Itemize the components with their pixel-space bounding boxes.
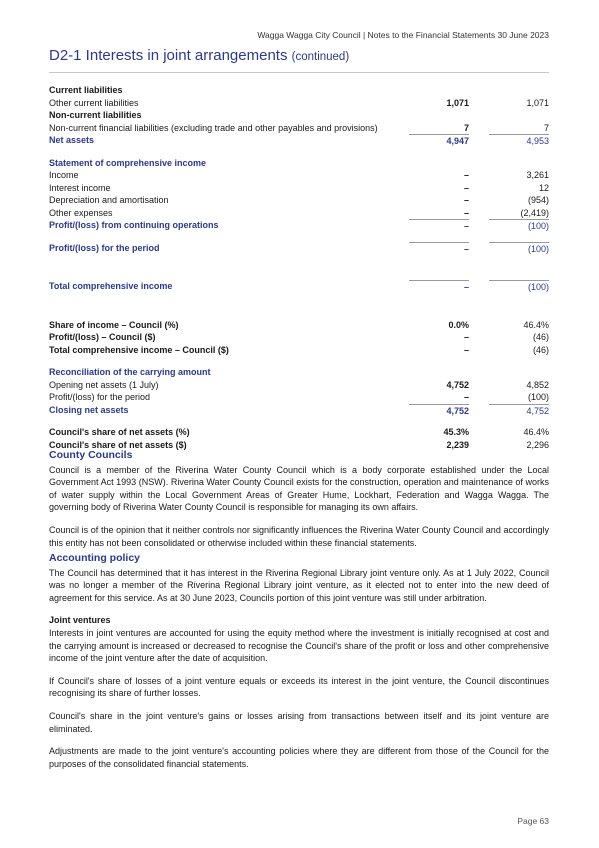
row-label: Other expenses [49,207,113,218]
value-prior: 7 [543,122,549,133]
title-divider [49,72,549,73]
value-prior: 46.4% [523,319,549,330]
section-heading: Statement of comprehensive income [49,157,207,168]
value-prior: 1,071 [526,97,549,108]
financial-table [49,84,549,451]
value-current: – [409,219,469,233]
title-main: D2-1 Interests in joint arrangements [49,47,288,64]
table-row [49,134,549,147]
row-label: Opening net assets (1 July) [49,379,159,390]
accounting-policy-section [49,552,549,780]
value-current: 4,947 [409,134,469,148]
value-current: – [463,195,469,205]
policy-paragraph-4: Council's share in the joint venture's gains or losses arising from transactions between itself and its joint venture are eliminated. [49,710,549,734]
table-row [49,169,549,182]
table-row [49,182,549,195]
table-row [49,280,549,293]
value-prior: 46.4% [523,427,549,437]
value-current: – [463,392,469,402]
table-row [49,426,549,439]
row-label: Current liabilities [49,85,123,95]
value-prior: 3,261 [526,170,549,180]
value-prior: 12 [538,182,549,193]
value-current: – [409,280,469,294]
row-label: Net assets [49,135,95,145]
value-prior: 4,752 [489,404,549,418]
row-label: Council's share of net assets ($) [49,439,187,450]
policy-paragraph-2: Interests in joint ventures are accounted for using the equity method where the investment is initially recognised at cost and the carrying amount is increased or decreased to recognise the Council's share of the profit or loss and other comprehensive income of the joint venture after the date of acquisition. [49,627,549,664]
value-prior: (2,419) [520,207,549,218]
value-prior: (46) [532,332,549,342]
table-row [49,379,549,392]
table-row [49,207,549,220]
value-current: 4,752 [446,379,469,390]
policy-paragraph-3: If Council's share of losses of a joint venture equals or exceeds its interest in the joint venture, the Council discontinues recognising its share of further losses. [49,675,549,699]
table-row [49,331,549,344]
joint-ventures-heading: Joint ventures [49,615,111,626]
value-current: – [463,182,469,193]
value-current: 45.3% [443,427,469,437]
value-current: 2,239 [446,439,469,450]
row-label: Total comprehensive income – Council ($) [49,344,229,355]
policy-paragraph-5: Adjustments are made to the joint venture's accounting policies where they are different from those of the Council for the purposes of the consolidated financial statements. [49,746,549,769]
accounting-policy-heading: Accounting policy [49,552,141,564]
value-current: – [463,332,469,342]
table-row [49,319,549,332]
value-prior: (100) [489,242,549,256]
row-label: Profit/(loss) for the period [49,242,160,253]
row-label: Depreciation and amortisation [49,195,169,205]
value-current: – [463,207,469,218]
row-label: Interest income [49,182,111,193]
row-label: Closing net assets [49,404,129,415]
value-current: 4,752 [409,404,469,418]
table-row [49,97,549,110]
value-prior: 2,296 [526,439,549,450]
table-row [49,219,549,232]
value-current: 0.0% [448,319,469,330]
row-label: Council's share of net assets (%) [49,427,190,437]
table-row [49,344,549,357]
page-number: Page 63 [517,816,549,826]
table-row [49,109,549,122]
table-row [49,122,549,135]
row-label: Profit/(loss) from continuing operations [49,220,219,230]
row-label: Profit/(loss) – Council ($) [49,332,156,342]
row-label: Total comprehensive income [49,281,173,291]
value-current: 7 [463,122,469,133]
title-continued: (continued) [291,51,350,63]
county-paragraph-1: Council is a member of the Riverina Water County Council which is a body corporate established under the Local Government Act 1993 (NSW). Riverina Water County Council exists for the construction, operation and maintenance of works of water supply within the Local Government Areas of Greater Hume, Lockhart, Federation and Wagga Wagga. The governing body of Riverina Water County Council is responsible for managing its own affairs. [49,464,549,513]
value-current: 1,071 [446,97,469,108]
value-prior: 4,852 [526,379,549,390]
table-row [49,391,549,404]
row-label: Non-current financial liabilities (excluding trade and other payables and provisions) [49,122,378,133]
row-label: Profit/(loss) for the period [49,392,151,402]
value-prior: (100) [527,392,549,402]
row-label: Non-current liabilities [49,110,142,120]
section-heading: Reconciliation of the carrying amount [49,367,211,377]
policy-paragraph-1: The Council has determined that it has interest in the Riverina Regional Library joint venture only. As at 1 July 2022, Council was no longer a member of the Riverina Regional Library joint venture, as it elected not to enter into the new deed of agreement for this service. As at 30 June 2023, Councils portion of this joint venture was still under arbitration. [49,567,549,603]
table-row [49,404,549,417]
page-header: Wagga Wagga City Council | Notes to the Financial Statements 30 June 2023 [257,30,549,40]
table-row [49,194,549,207]
county-councils-section [49,449,549,559]
county-paragraph-2: Council is of the opinion that it neither controls nor significantly influences the Riverina Water County Council and accordingly this entity has not been consolidated or otherwise included within these financial statements. [49,524,549,548]
page-title [49,47,349,64]
value-current: – [463,344,469,355]
table-row [49,366,549,379]
row-label: Share of income – Council (%) [49,319,179,330]
value-current: – [409,242,469,256]
value-prior: (100) [489,280,549,294]
value-prior: 4,953 [489,134,549,148]
value-prior: (46) [532,344,549,355]
row-label: Income [49,170,79,180]
county-councils-heading: County Councils [49,449,133,461]
table-row [49,157,549,170]
value-prior: (100) [489,219,549,233]
value-prior: (954) [527,195,549,205]
table-row [49,242,549,255]
table-row [49,84,549,97]
row-label: Other current liabilities [49,97,139,108]
value-current: – [463,170,469,180]
